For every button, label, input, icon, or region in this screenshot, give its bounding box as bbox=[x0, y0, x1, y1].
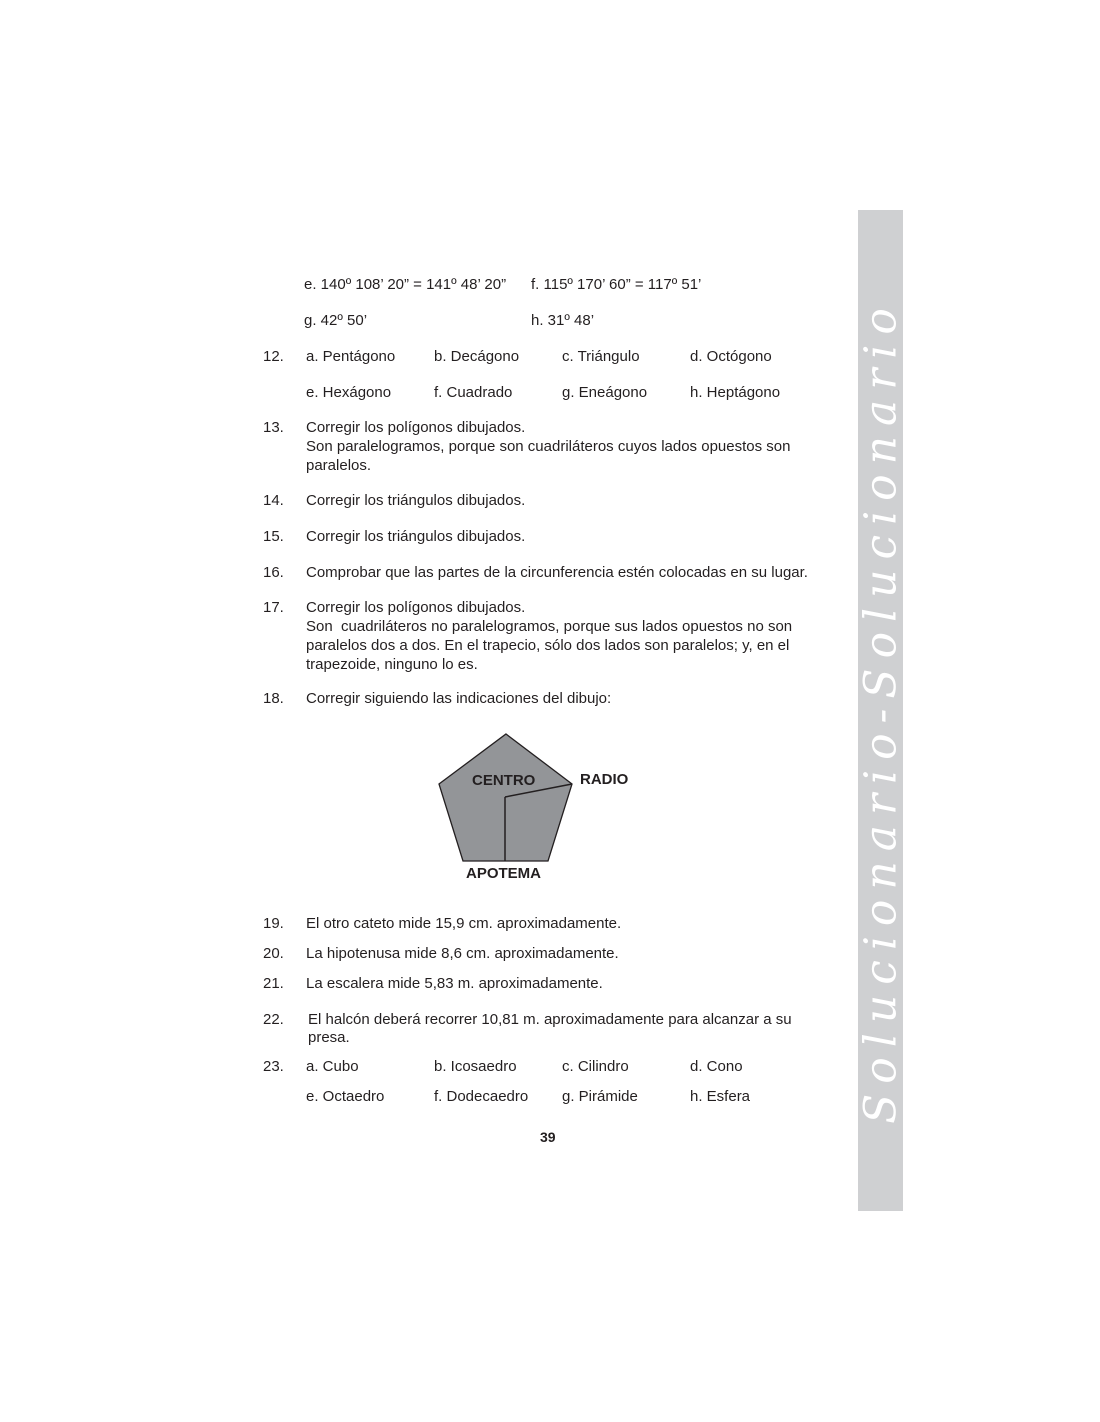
item17-line: trapezoide, ninguno lo es. bbox=[306, 656, 478, 673]
item22-line: El halcón deberá recorrer 10,81 m. aproximadamente para alcanzar a su bbox=[308, 1011, 792, 1028]
item12-answer: b. Decágono bbox=[434, 348, 520, 365]
centro-label: CENTRO bbox=[472, 772, 536, 789]
item14-number: 14. bbox=[263, 492, 284, 509]
item23-answer: e. Octaedro bbox=[306, 1088, 385, 1105]
item17-line: paralelos dos a dos. En el trapecio, sólo dos lados son paralelos; y, en el bbox=[306, 637, 790, 654]
item13-line: Corregir los polígonos dibujados. bbox=[306, 419, 526, 436]
item11-e: e. 140º 108’ 20” = 141º 48’ 20” bbox=[304, 276, 507, 293]
item13-number: 13. bbox=[263, 419, 284, 436]
item22-number: 22. bbox=[263, 1011, 284, 1028]
item12-answer: a. Pentágono bbox=[306, 348, 396, 365]
item12-answer: g. Eneágono bbox=[562, 384, 648, 401]
pentagon-figure bbox=[420, 725, 650, 890]
item23-answer: d. Cono bbox=[690, 1058, 743, 1075]
item23-answer: c. Cilindro bbox=[562, 1058, 629, 1075]
item17-number: 17. bbox=[263, 599, 284, 616]
radio-label: RADIO bbox=[580, 771, 629, 788]
item12-answer: c. Triángulo bbox=[562, 348, 640, 365]
item22-line: presa. bbox=[308, 1029, 350, 1046]
item21-number: 21. bbox=[263, 975, 284, 992]
page-number: 39 bbox=[540, 1129, 556, 1145]
item12-number: 12. bbox=[263, 348, 284, 365]
item15-text: Corregir los triángulos dibujados. bbox=[306, 528, 526, 545]
item18-text: Corregir siguiendo las indicaciones del dibujo: bbox=[306, 690, 612, 707]
item16-text: Comprobar que las partes de la circunferencia estén colocadas en su lugar. bbox=[306, 564, 808, 581]
item23-answer: a. Cubo bbox=[306, 1058, 359, 1075]
item20-number: 20. bbox=[263, 945, 284, 962]
item14-text: Corregir los triángulos dibujados. bbox=[306, 492, 526, 509]
item15-number: 15. bbox=[263, 528, 284, 545]
item11-f: f. 115º 170’ 60” = 117º 51’ bbox=[531, 276, 702, 293]
item12-answer: h. Heptágono bbox=[690, 384, 781, 401]
item19-text: El otro cateto mide 15,9 cm. aproximadamente. bbox=[306, 915, 622, 932]
item17-line: Corregir los polígonos dibujados. bbox=[306, 599, 526, 616]
item23-answer: g. Pirámide bbox=[562, 1088, 638, 1105]
item12-answer: f. Cuadrado bbox=[434, 384, 513, 401]
sidebar-band bbox=[855, 210, 906, 1211]
item11-g: g. 42º 50’ bbox=[304, 312, 368, 329]
item13-line: Son paralelogramos, porque son cuadriláteros cuyos lados opuestos son bbox=[306, 438, 791, 455]
item16-number: 16. bbox=[263, 564, 284, 581]
item23-answer: f. Dodecaedro bbox=[434, 1088, 529, 1105]
item23-number: 23. bbox=[263, 1058, 284, 1075]
item19-number: 19. bbox=[263, 915, 284, 932]
item23-answer: h. Esfera bbox=[690, 1088, 751, 1105]
item18-number: 18. bbox=[263, 690, 284, 707]
item17-line: Son cuadriláteros no paralelogramos, porque sus lados opuestos no son bbox=[306, 618, 793, 635]
item12-answer: d. Octógono bbox=[690, 348, 772, 365]
item23-answer: b. Icosaedro bbox=[434, 1058, 517, 1075]
apotema-label: APOTEMA bbox=[466, 865, 541, 882]
item11-h: h. 31º 48’ bbox=[531, 312, 595, 329]
item13-line: paralelos. bbox=[306, 457, 372, 474]
item20-text: La hipotenusa mide 8,6 cm. aproximadamente. bbox=[306, 945, 619, 962]
sidebar-title: Solucionario-Solucionario bbox=[855, 297, 906, 1124]
item21-text: La escalera mide 5,83 m. aproximadamente. bbox=[306, 975, 603, 992]
item12-answer: e. Hexágono bbox=[306, 384, 392, 401]
